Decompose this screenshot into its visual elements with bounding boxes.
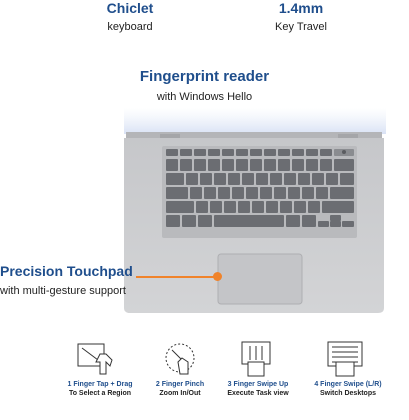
pinch-zoom-icon bbox=[152, 340, 208, 378]
gesture-title: 1 Finger Tap + Drag bbox=[67, 381, 133, 388]
swipe-up-icon bbox=[230, 340, 286, 378]
fingerprint-title: Fingerprint reader bbox=[139, 68, 270, 85]
gesture-swipe-lr bbox=[300, 340, 396, 399]
spec-chiclet bbox=[50, 0, 210, 34]
fingerprint-subtitle: with Windows Hello bbox=[156, 91, 253, 103]
spec-title: 1.4mm bbox=[278, 0, 324, 16]
spec-subtitle: Key Travel bbox=[275, 21, 327, 33]
swipe-lr-icon bbox=[320, 340, 376, 378]
gesture-subtitle: Execute Task view bbox=[227, 390, 289, 397]
screen-edge bbox=[124, 108, 386, 134]
touchpad-subtitle: with multi-gesture support bbox=[0, 285, 126, 297]
gesture-subtitle: Switch Desktops bbox=[319, 390, 376, 397]
gesture-title: 3 Finger Swipe Up bbox=[227, 381, 289, 388]
gesture-subtitle: Zoom In/Out bbox=[159, 390, 201, 397]
gesture-swipe-up bbox=[210, 340, 306, 399]
gesture-title: 2 Finger Pinch bbox=[155, 381, 205, 388]
touchpad-leader-dot bbox=[213, 272, 222, 281]
spec-subtitle: keyboard bbox=[107, 21, 153, 33]
touchpad-title: Precision Touchpad bbox=[0, 263, 133, 279]
touchpad-leader-line bbox=[136, 276, 216, 278]
spec-title: Chiclet bbox=[106, 0, 154, 16]
gesture-title: 4 Finger Swipe (L/R) bbox=[314, 381, 382, 388]
gesture-subtitle: To Select a Region bbox=[68, 390, 132, 397]
fingerprint-sensor bbox=[342, 150, 346, 154]
tap-drag-icon bbox=[72, 340, 128, 378]
touchpad bbox=[218, 254, 302, 304]
laptop-illustration bbox=[120, 108, 409, 323]
spec-key-travel bbox=[221, 0, 381, 34]
